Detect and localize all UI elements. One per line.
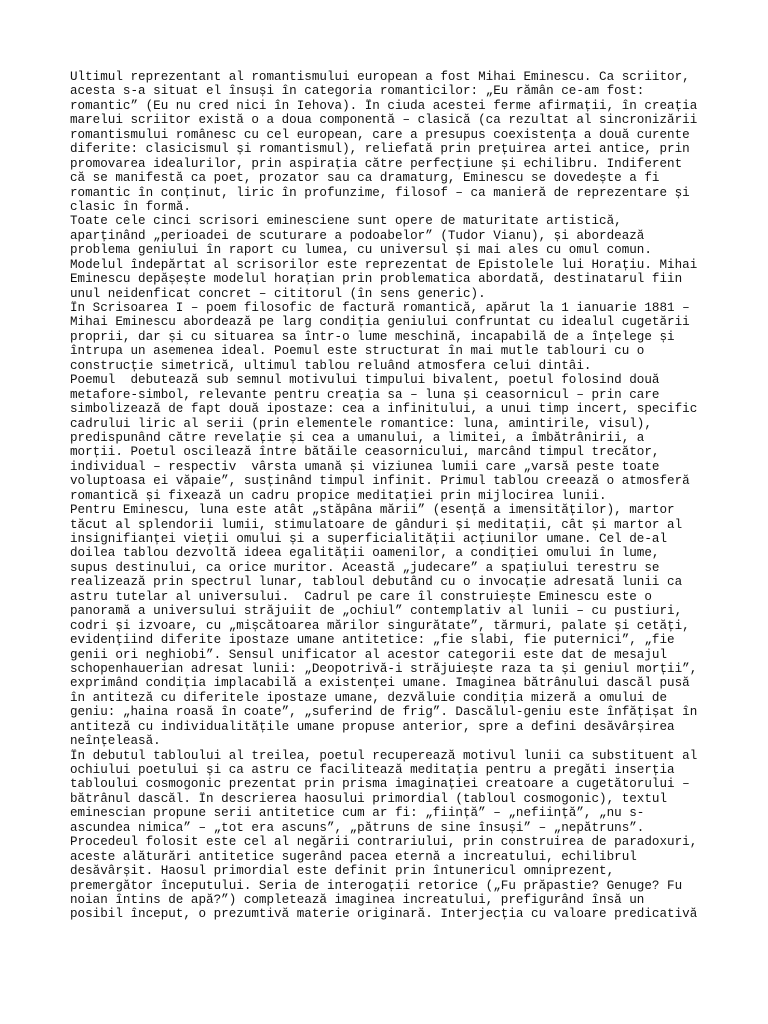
text-line: Modelul îndepărtat al scrisorilor este reprezentat de Epistolele lui Horațiu. Mihai — [70, 257, 698, 272]
text-line: metafore-simbol, relevante pentru creația sa – luna și ceasornicul – prin care — [70, 387, 660, 402]
text-line: Procedeul folosit este cel al negării contrariului, prin construirea de paradoxuri, — [70, 835, 698, 850]
text-line: aceste alăturări antitetice sugerând pacea eternă a increatului, echilibrul — [70, 849, 637, 864]
text-line: marelui scriitor există o a doua componentă – clasică (ca rezultat al sincronizării — [70, 113, 698, 128]
text-line: realizează prin spectrul lunar, tabloul debutând cu o invocație adresată lunii ca — [70, 575, 683, 590]
document-page — [70, 70, 700, 922]
text-line: eminescian propune serii antitetice cum ar fi: „ființă” – „neființă”, „nu s- — [70, 806, 645, 821]
text-line: schopenhauerian adresat lunii: „Deopotrivă-i străjuiește raza ta și geniul morții”, — [70, 661, 698, 676]
text-line: bătrânul dascăl. În descrierea haosului primordial (tabloul cosmogonic), textul — [70, 791, 668, 806]
text-line: unul neidenficat concret – cititorul (în sens generic). — [70, 286, 486, 301]
text-line: tabloului cosmogonic prezentat prin prisma imaginației creatoare a cugetătorului – — [70, 777, 690, 792]
text-line: desăvârșit. Haosul primordial este definit prin întunericul omniprezent, — [70, 864, 615, 879]
text-line: noian întins de apă?”) completează imaginea increatului, prefigurând însă un — [70, 892, 645, 907]
text-line: Pentru Eminescu, luna este atât „stăpâna mării” (esență a imensităților), martor — [70, 503, 675, 518]
text-line: antiteză cu individualitățile umane propuse anterior, spre a defini desăvârșirea — [70, 719, 675, 734]
text-line: ochiului poetului și ca astru ce facilitează meditația pentru a pregăti inserția — [70, 763, 675, 777]
text-line: predispunând către revelație și cea a umanului, a limitei, a îmbătrânirii, a — [70, 430, 645, 445]
text-line: Eminescu depășește modelul horațian prin problematica abordată, destinatarul fiin — [70, 272, 683, 287]
text-line: aparținând „perioadei de scuturare a podoabelor” (Tudor Vianu), și abordează — [70, 228, 645, 243]
text-line: simbolizează de fapt două ipostaze: cea a infinitului, a unui timp incert, specific — [70, 402, 698, 417]
text-line: problema geniului în raport cu lumea, cu universul și mai ales cu omul comun. — [70, 243, 652, 258]
text-line: evidențiind diferite ipostaze umane antitetice: „fie slabi, fie puternici”, „fie — [70, 633, 675, 648]
text-line: În debutul tabloului al treilea, poetul recuperează motivul lunii ca substituent al — [70, 748, 698, 763]
text-line: neînțeleasă. — [70, 734, 161, 749]
text-line: astru tutelar al universului. Cadrul pe care îl construiește Eminescu este o — [70, 589, 652, 604]
text-line: insignifianței vieții omului și a superficialității acțiunilor umane. Cel de-al — [70, 532, 668, 546]
text-line: cadrului liric al serii (prin elementele romantice: luna, amintirile, visul), — [70, 416, 652, 431]
text-line: genii ori neghiobi”. Sensul unificator al acestor categorii este dat de mesajul — [70, 647, 668, 662]
text-line: că se manifestă ca poet, prozator sau ca dramaturg, Eminescu se dovedește a fi — [70, 171, 660, 186]
text-line: romantic” (Eu nu cred nici în Iehova). În ciuda acestei ferme afirmații, în creația — [70, 98, 698, 113]
text-line: romantic în conținut, liric în profunzime, filosof – ca manieră de reprezentare și — [70, 185, 690, 200]
text-line: ascundea nimica” – „tot era ascuns”, „pătruns de sine însuși” – „nepătruns”. — [70, 820, 645, 835]
text-line: construcție simetrică, ultimul tablou reluând atmosfera celui dintâi. — [70, 358, 592, 373]
text-line: întrupa un asemenea ideal. Poemul este structurat în mai mutle tablouri cu o — [70, 344, 645, 359]
text-line: morții. Poetul oscilează între bătăile ceasornicului, marcând timpul trecător, — [70, 445, 660, 460]
text-line: Ultimul reprezentant al romantismului european a fost Mihai Eminescu. Ca scriitor, — [70, 70, 690, 84]
text-line: geniu: „haina roasă în coate”, „suferind de frig”. Dascălul-geniu este înfățișat în — [70, 705, 698, 720]
text-line: panoramă a universului străjuiit de „ochiul” contemplativ al lunii – cu pustiuri, — [70, 604, 683, 619]
text-line: diferite: clasicismul și romantismul), reliefată prin prețuirea artei antice, prin — [70, 142, 690, 157]
text-line: romantismului românesc cu cel european, care a presupus coexistența a două curente — [70, 127, 690, 142]
text-line: Toate cele cinci scrisori eminesciene sunt opere de maturitate artistică, — [70, 214, 622, 229]
text-line: premergător începutului. Seria de interogații retorice („Fu prăpastie? Genuge? Fu — [70, 878, 683, 893]
text-line: În Scrisoarea I – poem filosofic de factură romantică, apărut la 1 ianuarie 1881 – — [70, 301, 690, 315]
text-line: clasic în formă. — [70, 199, 191, 214]
text-line: Mihai Eminescu abordează pe larg condiția geniului confruntat cu idealul cugetării — [70, 315, 690, 330]
text-line: acesta s-a situat el însuși în categoria romanticilor: „Eu rămân ce-am fost: — [70, 84, 645, 99]
text-line: proprii, dar și cu situarea sa într-o lume meschină, incapabilă de a înțelege și — [70, 329, 675, 344]
text-line: romantică și fixează un cadru propice meditației prin mijlocirea lunii. — [70, 488, 607, 503]
text-line: Poemul debutează sub semnul motivului timpului bivalent, poetul folosind două — [70, 373, 660, 388]
text-line: posibil început, o prezumtivă materie originară. Interjecția cu valoare predicativă — [70, 907, 698, 922]
text-line: supus destinului, ca orice muritor. Această „judecare” a spațiului terestru se — [70, 560, 660, 575]
text-line: codri și izvoare, cu „mișcătoarea mărilor singurătate”, tărmuri, palate și cetăți, — [70, 618, 690, 633]
text-line: exprimând condiția implacabilă a existenței umane. Imaginea bătrânului dascăl pusă — [70, 676, 690, 691]
text-line: voluptoasa ei văpaie”, susținând timpul infinit. Primul tablou creează o atmosferă — [70, 474, 690, 489]
text-line: în antiteză cu diferitele ipostaze umane, dezvăluie condiția mizeră a omului de — [70, 690, 668, 705]
text-line: doilea tablou dezvoltă ideea egalității oamenilor, a condiției omului în lume, — [70, 546, 660, 561]
text-line: tăcut al splendorii lumii, stimulatoare de gânduri și meditații, cât și martor al — [70, 517, 683, 532]
text-line: individual – respectiv vârsta umană și viziunea lumii care „varsă peste toate — [70, 459, 660, 474]
text-line: promovarea idealurilor, prin aspirația către perfecțiune și echilibru. Indiferent — [70, 156, 683, 171]
